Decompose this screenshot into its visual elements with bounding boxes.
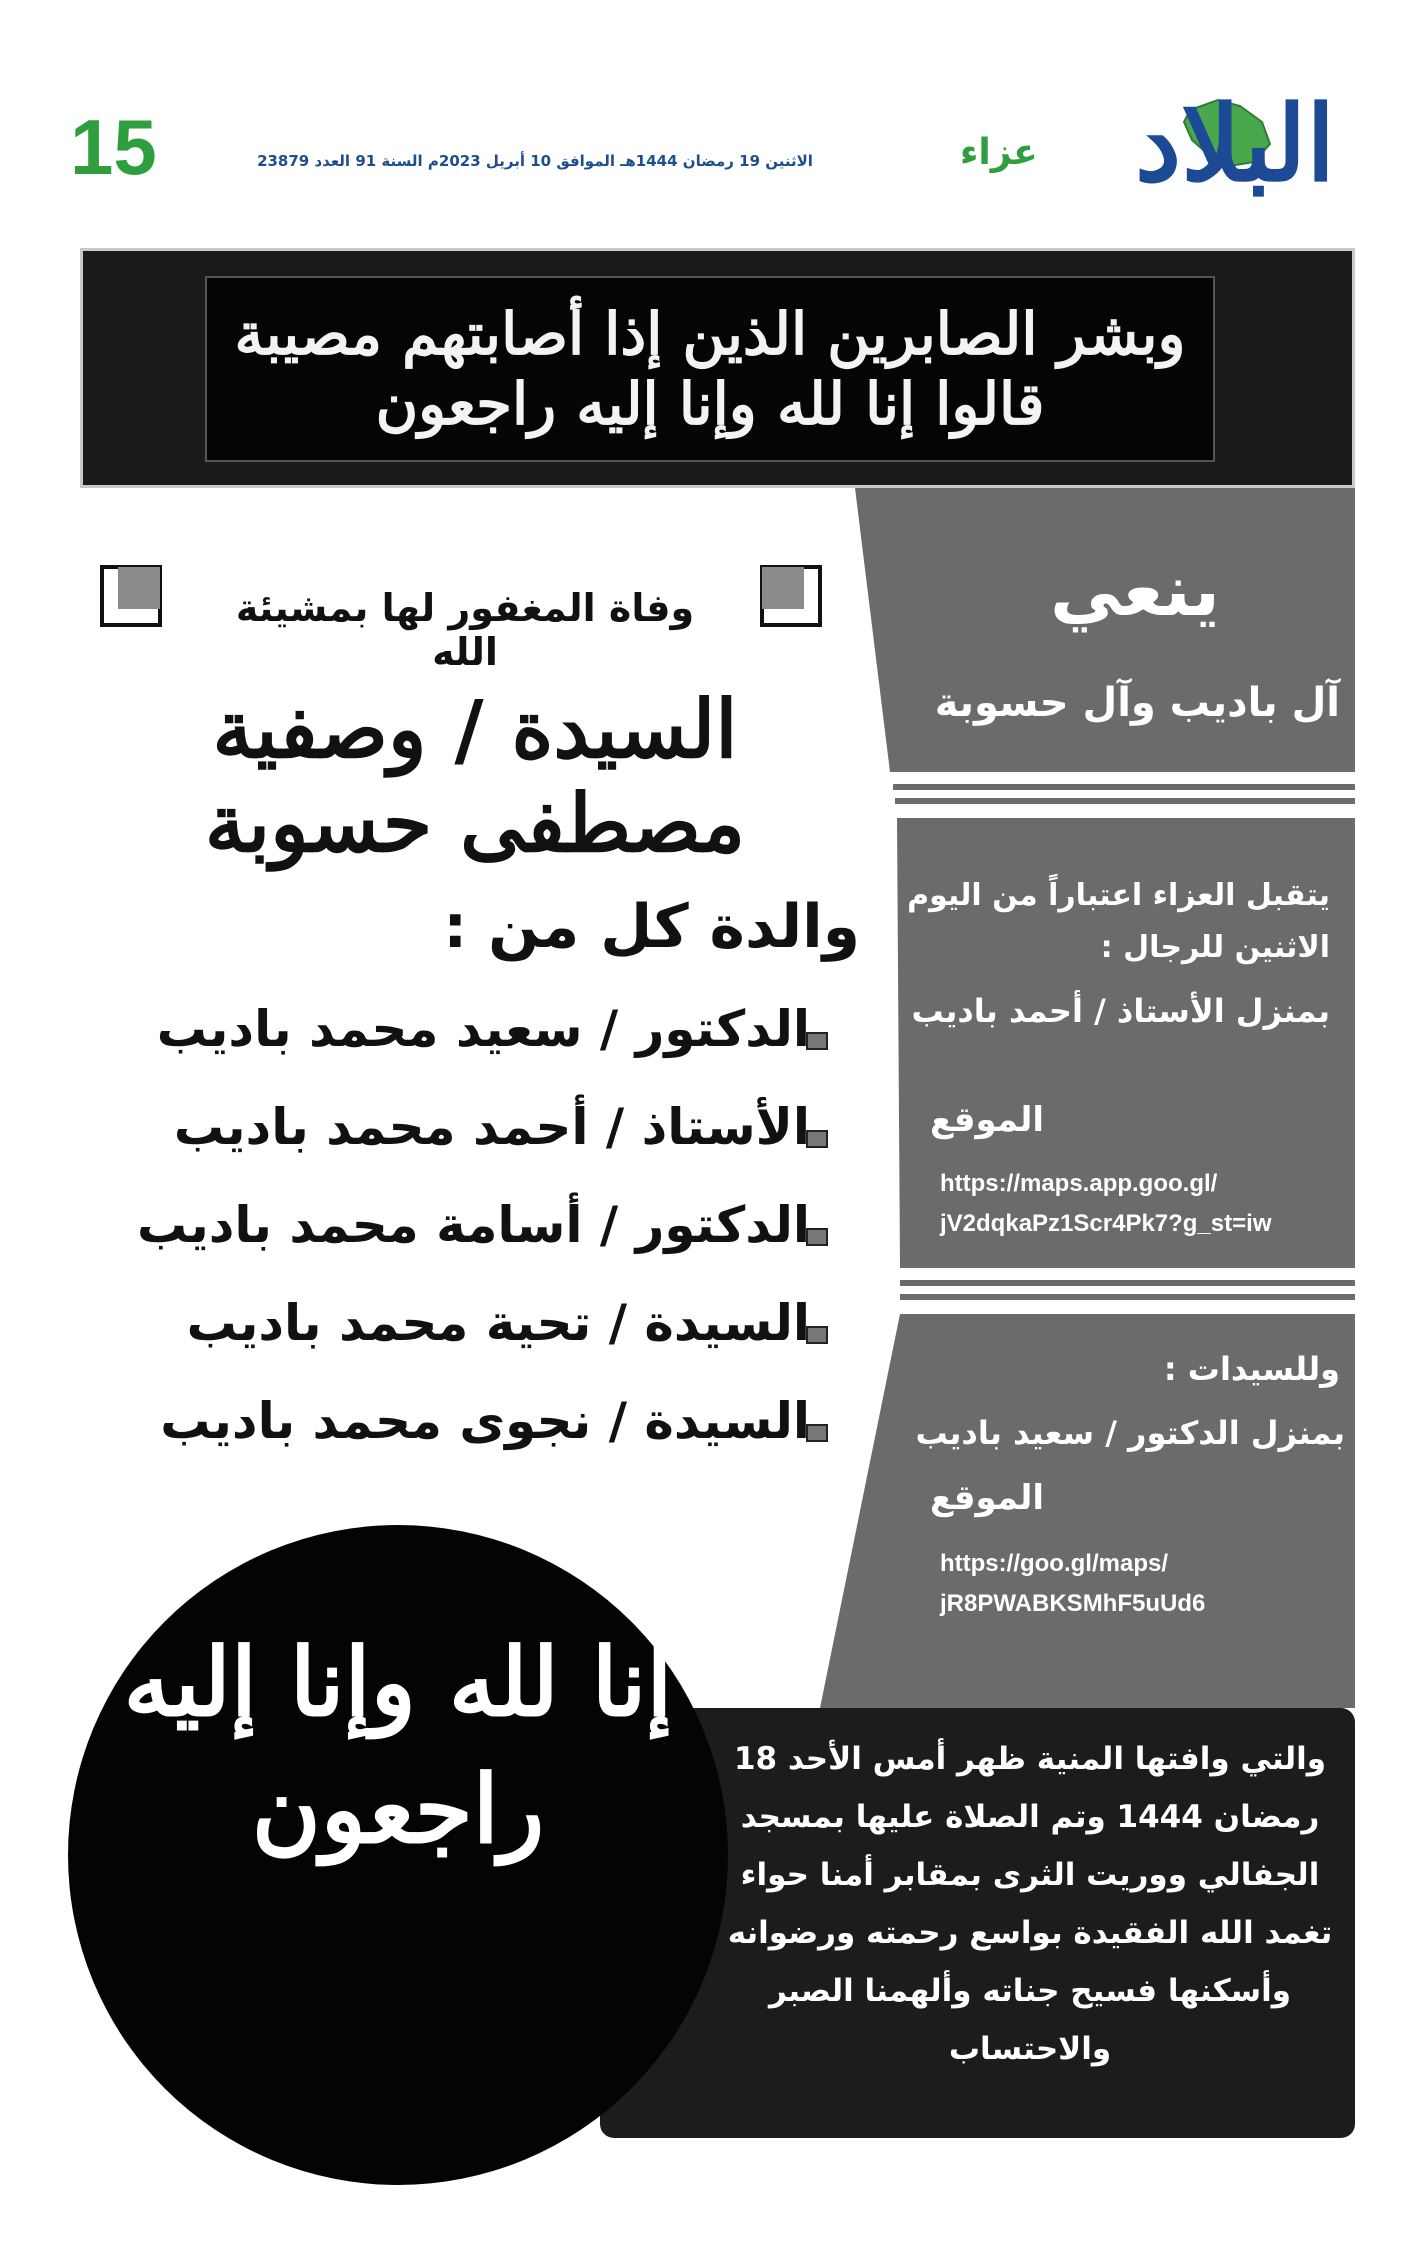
family-names: آل باديب وآل حسوبة [934, 680, 1340, 726]
condolence-intro: يتقبل العزاء اعتباراً من اليوم الاثنين للرجال : [907, 878, 1330, 965]
women-address: بمنزل الدكتور / سعيد باديب [915, 1414, 1345, 1452]
men-address: بمنزل الأستاذ / أحمد باديب [911, 992, 1330, 1030]
section-label: عزاء [960, 132, 1038, 173]
women-location-label: الموقع [930, 1478, 1045, 1518]
men-location-label: الموقع [930, 1100, 1045, 1140]
deceased-intro: وفاة المغفور لها بمشيئة الله [235, 586, 695, 674]
list-item: السيدة / تحية محمد باديب [186, 1294, 810, 1352]
decorative-square-icon [100, 565, 162, 627]
circle-calligraphy-text: إنا لله وإنا إليه راجعون [123, 1628, 673, 1865]
decorative-square-icon [760, 565, 822, 627]
funeral-details-text: والتي وافتها المنية ظهر أمس الأحد 18 رمضان 1444 وتم الصلاة عليها بمسجد الجفالي ووريت الثرى بمقابر أمنا حواء تغمد الله الفقيدة بواسع رحمته ورضوانه وأسكنها فسيح جناته وألهمنا الصبر والاحتساب [727, 1741, 1333, 2067]
list-item: الدكتور / أسامة محمد باديب [137, 1196, 810, 1254]
issue-date-line: الاثنين 19 رمضان 1444هـ الموافق 10 أبريل 2023م السنة 91 العدد 23879 [257, 152, 813, 170]
women-location-url [940, 1544, 1340, 1624]
list-item: الأستاذ / أحمد محمد باديب [173, 1098, 810, 1156]
announce-verb: ينعي [1050, 548, 1220, 632]
list-item: السيدة / نجوى محمد باديب [160, 1392, 810, 1450]
quran-verse-calligraphy: وبشر الصابرين الذين إذا أصابتهم مصيبة قالوا إنا لله وإنا إليه راجعون [234, 300, 1186, 438]
men-url-line2: jV2dqkaPz1Scr4Pk7?g_st=iw [940, 1210, 1272, 1237]
women-url-line2: jR8PWABKSMhF5uUd6 [940, 1590, 1206, 1617]
men-url-line1: https://maps.app.goo.gl/ [940, 1170, 1218, 1197]
mother-of-heading: والدة كل من : [443, 892, 860, 962]
page-number: 15 [70, 103, 157, 191]
women-url-line1: https://goo.gl/maps/ [940, 1550, 1168, 1577]
list-item: الدكتور / سعيد محمد باديب [156, 1000, 810, 1058]
women-label: وللسيدات : [1163, 1350, 1340, 1388]
newspaper-logo: البلاد [1134, 82, 1336, 205]
men-location-url [940, 1164, 1340, 1244]
deceased-name: السيدة / وصفية مصطفى حسوبة [204, 682, 746, 870]
